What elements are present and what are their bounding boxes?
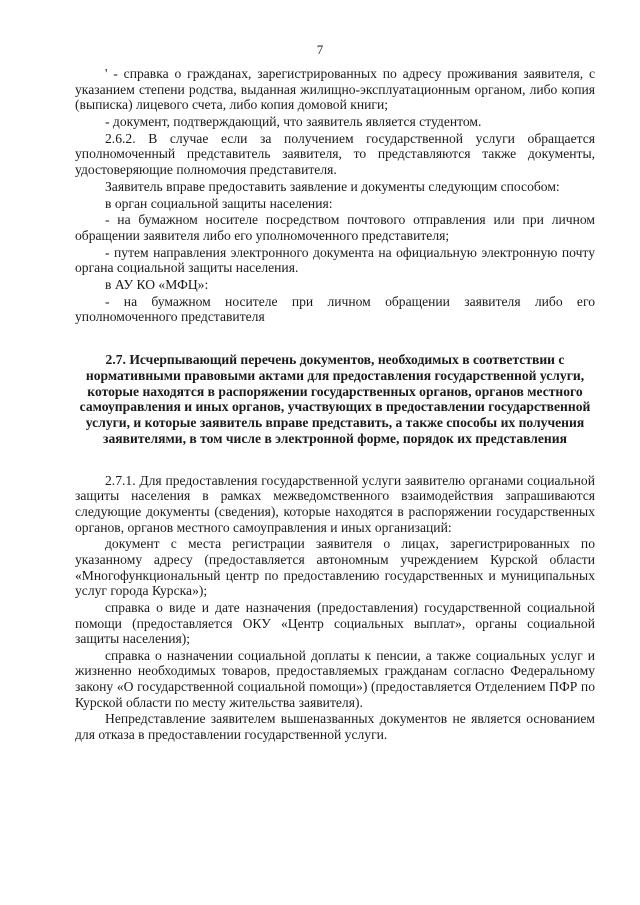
paragraph-2-7-1: 2.7.1. Для предоставления государственной услуги заявителю органами социальной защиты населения в рамках межведомственного взаимодействия запрашиваются следующие документы (сведения), которые находятся в распоряжении государственных органов, органов местного самоуправления и иных организаций: (75, 472, 595, 535)
paragraph-student-document: - документ, подтверждающий, что заявитель является студентом. (105, 113, 482, 129)
paragraph-mfc: в АУ КО «МФЦ»: (105, 277, 209, 293)
paragraph-pension-supplement-certificate: справка о назначении социальной доплаты к пенсии, а также социальных услуг и жизненно необходимых товаров, предоставляемых гражданам согласно Федеральному закону «О государственной социальной помощи») (предоставляется Отделением ПФР по Курской области по месту жительства заявителя). (75, 647, 595, 710)
paragraph-submission-methods: Заявитель вправе предоставить заявление и документы следующим способом: (105, 178, 560, 194)
paragraph-social-aid-certificate: справка о виде и дате назначения (предоставления) государственной социальной помощи (предоставляется ОКУ «Центр социальных выплат», органы социальной защиты населения); (75, 599, 595, 647)
section-heading-2-7: 2.7. Исчерпывающий перечень документов, необходимых в соответствии с нормативными правовыми актами для предоставления государственной услуги, которые находятся в распоряжении государственных органов, органов местного самоуправления и иных органов, участвующих в предоставлении государственной услуги, и которые заявитель вправе представить, а также способы их получения заявителями, в том числе в электронной форме, порядок их представления (79, 352, 591, 446)
page-number: 7 (316, 42, 324, 57)
paragraph-paper-mail: - на бумажном носителе посредством почтового отправления или при личном обращении заявителя либо его уполномоченного представителя; (75, 212, 595, 243)
paragraph-social-protection-body: в орган социальной защиты населения: (105, 195, 333, 211)
paragraph-registration-document: документ с места регистрации заявителя о лицах, зарегистрированных по указанному адресу (предоставляется автономным учреждением Курской области «Многофункциональный центр по предоставлению государственных и муниципальных услуг города Курска»); (75, 536, 595, 599)
document-body (75, 66, 595, 744)
paragraph-non-submission: Непредставление заявителем вышеназванных документов не является основанием для отказа в предоставлении государственной услуги. (75, 711, 595, 743)
paragraph-housing-certificate: ' - справка о гражданах, зарегистрированных по адресу проживания заявителя, с указанием степени родства, выданная жилищно-эксплуатационным органом, либо копия (выписка) лицевого счета, либо копия домовой книги; (75, 66, 595, 113)
paragraph-electronic-mail: - путем направления электронного документа на официальную электронную почту органа социальной защиты населения. (75, 244, 595, 276)
paragraph-2-6-2: 2.6.2. В случае если за получением государственной услуги обращается уполномоченный представитель заявителя, то представляются также документы, удостоверяющие полномочия представителя. (75, 130, 595, 177)
paragraph-mfc-paper: - на бумажном носителе при личном обращении заявителя либо его уполномоченного представителя (75, 293, 595, 325)
